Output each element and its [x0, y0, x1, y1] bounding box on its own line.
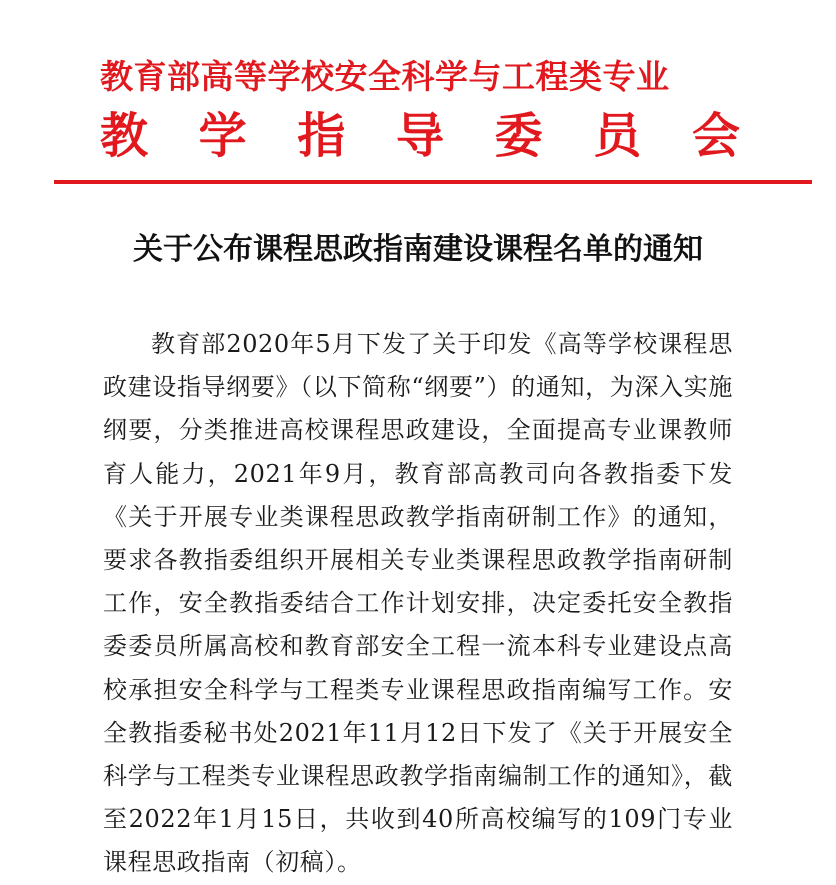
committee-char: 导	[395, 108, 444, 164]
letterhead-org-line: 教育部高等学校安全科学与工程类专业	[100, 57, 670, 96]
committee-char: 指	[297, 108, 346, 164]
committee-char: 委	[494, 108, 543, 164]
committee-char: 会	[691, 108, 740, 164]
notice-title: 关于公布课程思政指南建设课程名单的通知	[133, 232, 703, 267]
letterhead-divider	[54, 180, 812, 184]
notice-body-paragraph: 教育部2020年5月下发了关于印发《高等学校课程思政建设指导纲要》（以下简称“纲要”）的通知，为深入实施纲要，分类推进高校课程思政建设，全面提高专业课教师育人能力，2021年9月，教育部高教司向各教指委下发《关于开展专业类课程思政教学指南研制工作》的通知，要求各教指委组织开展相关专业类课程思政教学指南研制工作，安全教指委结合工作计划安排，决定委托安全教指委委员所属高校和教育部安全工程一流本科专业建设点高校承担安全科学与工程类专业课程思政指南编写工作。安全教指委秘书处2021年11月12日下发了《关于开展安全科学与工程类专业课程思政教学指南编制工作的通知》，截至2022年1月15日，共收到40所高校编写的109门专业课程思政指南（初稿）。	[103, 330, 733, 877]
committee-char: 学	[198, 108, 247, 164]
letterhead-committee-line	[100, 108, 740, 164]
committee-char: 教	[100, 108, 149, 164]
committee-char: 员	[593, 108, 642, 164]
